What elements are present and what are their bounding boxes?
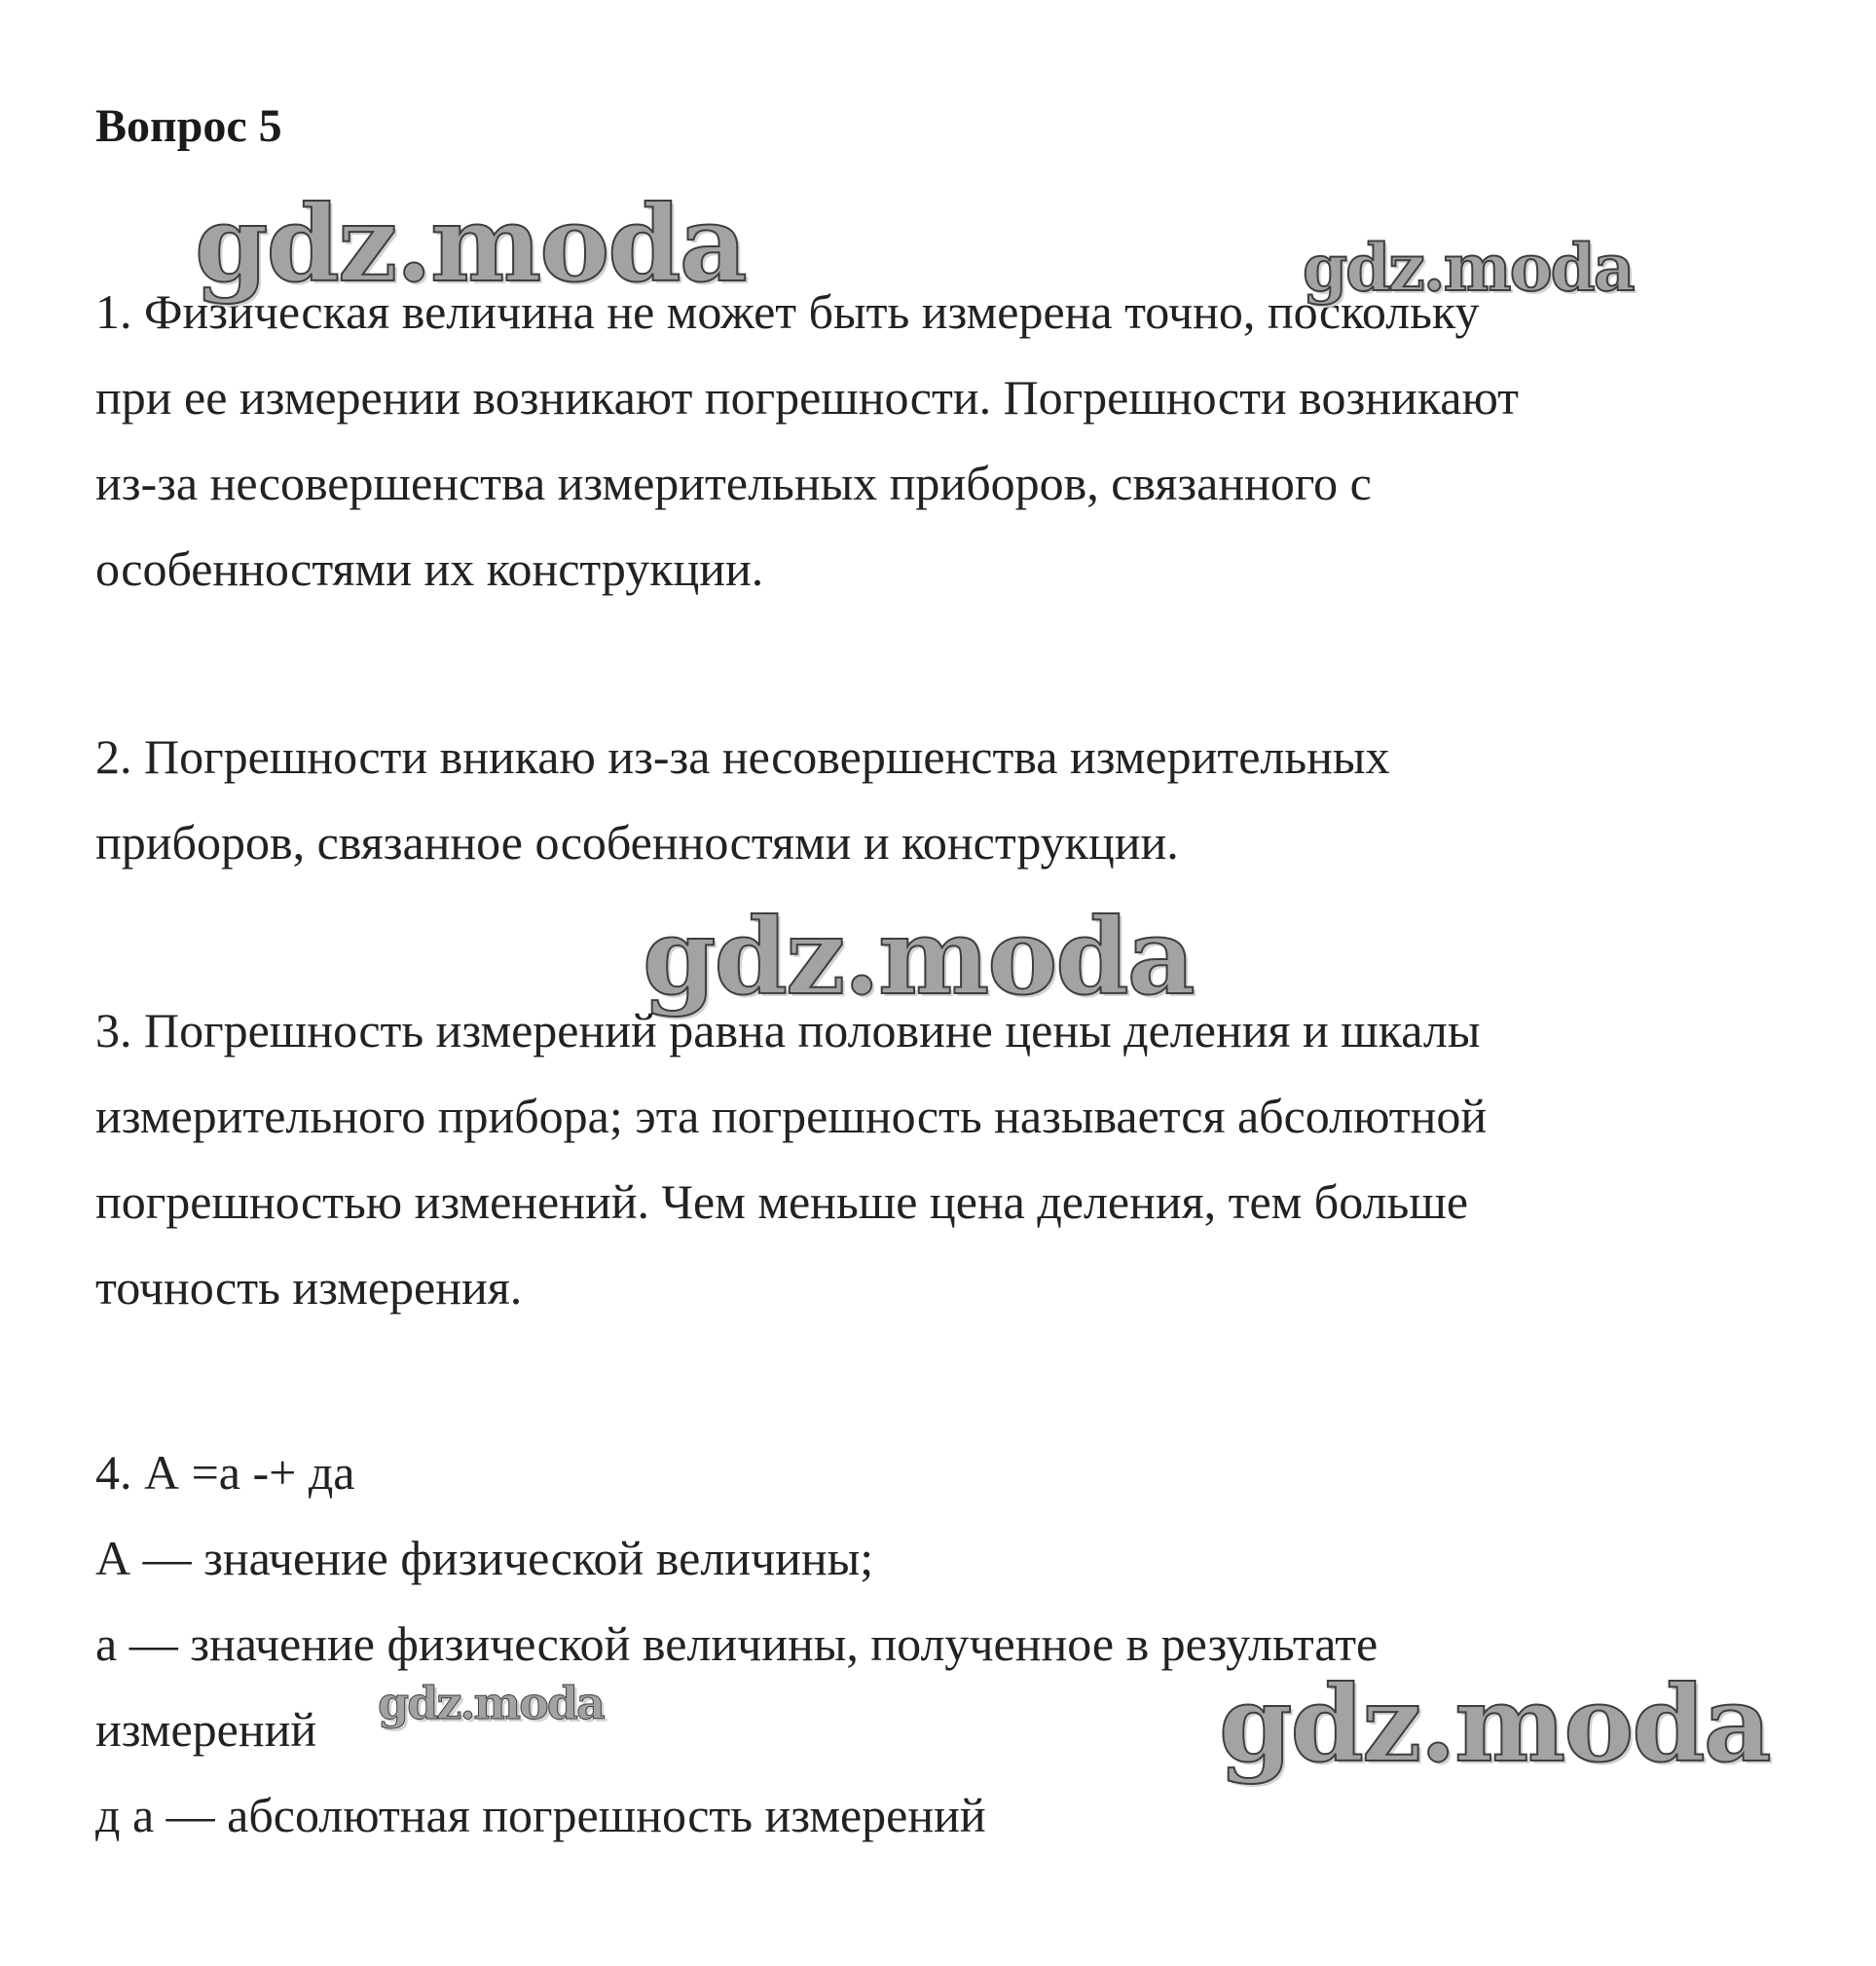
definition-line: а — значение физической величины, полученное в результате [95, 1616, 1379, 1671]
watermark: gdz.moda [1219, 1663, 1770, 1786]
answer-paragraph-1 [95, 269, 1789, 612]
watermark: gdz.moda [1303, 230, 1634, 306]
paragraph-line: 3. Погрешность измерений равна половине цены деления и шкалы [95, 1003, 1481, 1057]
definition-line: измерений [95, 1702, 317, 1757]
paragraph-line: особенностями их конструкции. [95, 541, 764, 596]
paragraph-line: погрешностью изменений. Чем меньше цена деления, тем больше [95, 1174, 1469, 1229]
paragraph-line: при ее измерении возникают погрешности. Погрешности возникают [95, 370, 1519, 425]
paragraph-line: измерительного прибора; эта погрешность называется абсолютной [95, 1089, 1488, 1143]
formula-line: 4. А =а -+ да [95, 1445, 355, 1500]
paragraph-line: из-за несовершенства измерительных приборов, связанного с [95, 456, 1372, 510]
answer-paragraph-4 [95, 1429, 1789, 1858]
definition-line: А — значение физической величины; [95, 1531, 874, 1585]
watermark: gdz.moda [195, 183, 746, 306]
answer-paragraph-3 [95, 987, 1789, 1330]
watermark: gdz.moda [643, 896, 1194, 1019]
definition-line: д а — абсолютная погрешность измерений [95, 1788, 986, 1842]
question-heading: Вопрос 5 [95, 100, 282, 152]
paragraph-line: 1. Физическая величина не может быть измерена точно, поскольку [95, 284, 1480, 339]
answer-paragraph-2 [95, 714, 1789, 885]
paragraph-line: точность измерения. [95, 1260, 523, 1315]
paragraph-line: приборов, связанное особенностями и конструкции. [95, 815, 1179, 870]
watermark: gdz.moda [378, 1677, 604, 1729]
paragraph-line: 2. Погрешности вникаю из-за несовершенства измерительных [95, 729, 1390, 784]
